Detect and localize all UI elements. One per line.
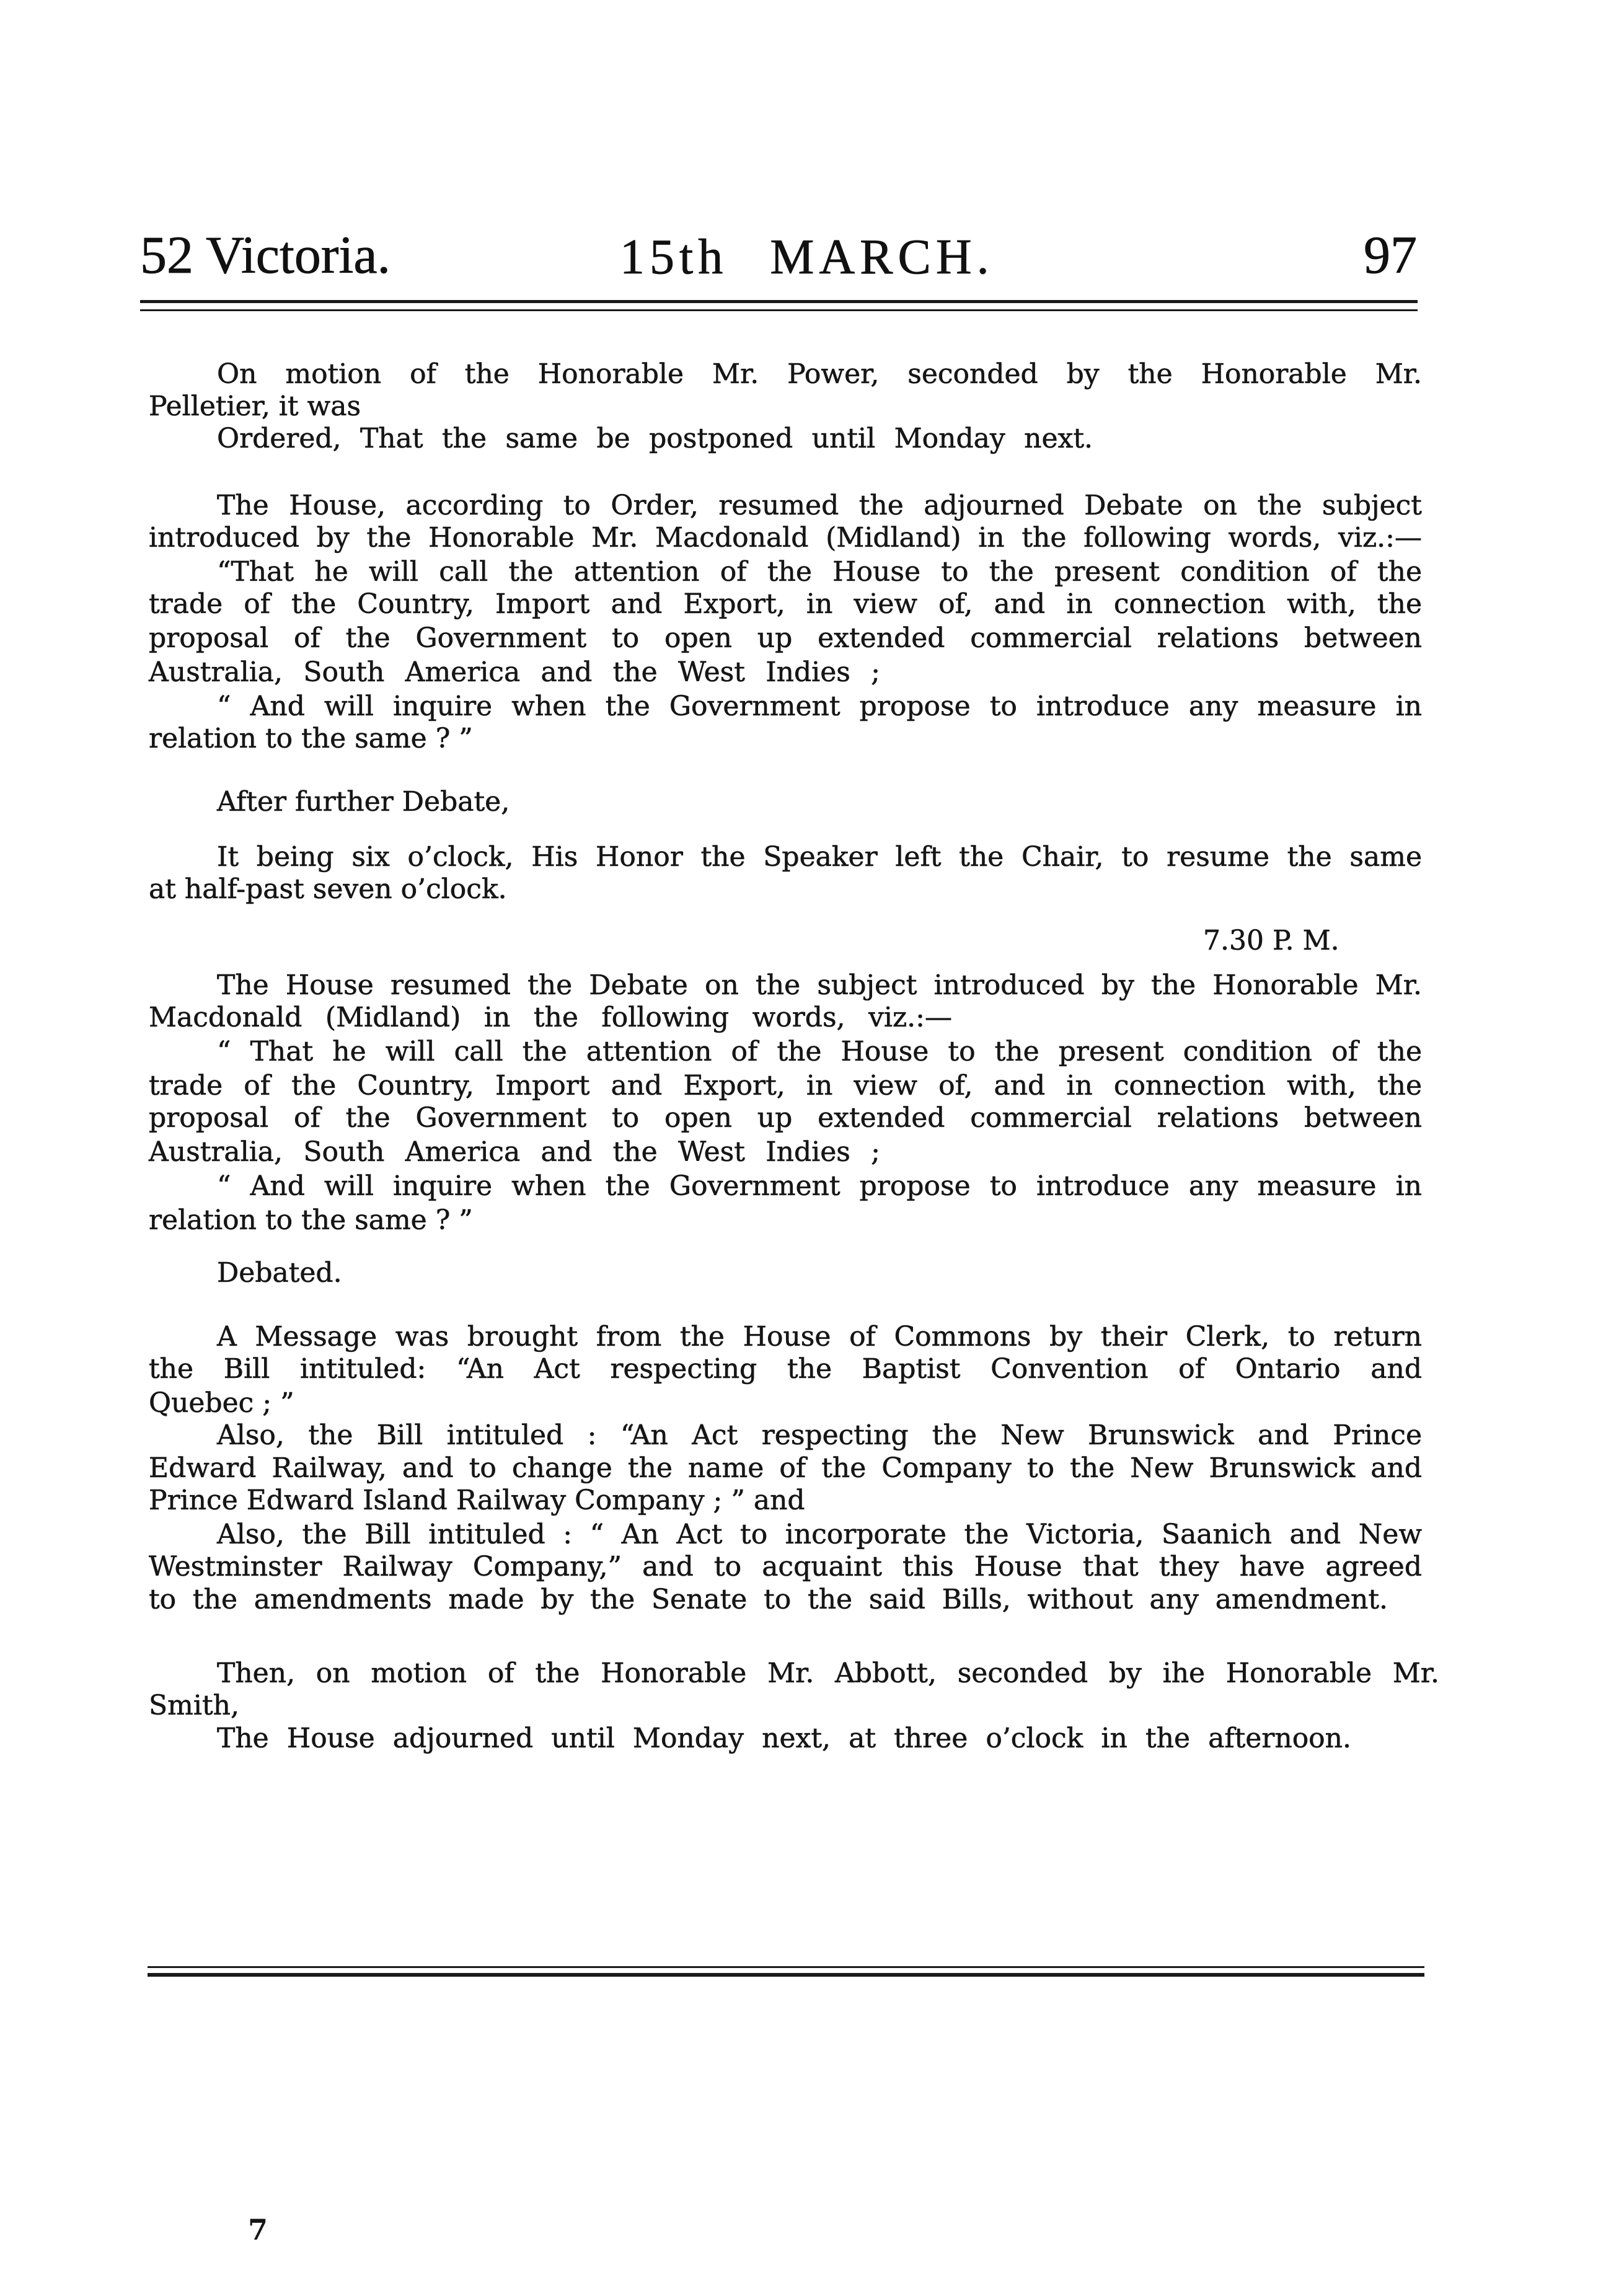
text-line: The House, according to Order, resumed the adjourned Debate on the subject: [217, 490, 1422, 521]
text-line: Prince Edward Island Railway Company ; ” and: [149, 1485, 805, 1516]
text-line: After further Debate,: [217, 786, 510, 818]
text-line: the Bill intituled: “An Act respecting the Baptist Convention of Ontario and: [149, 1353, 1422, 1385]
text-line: Pelletier, it was: [149, 391, 361, 422]
signature-mark: 7: [248, 2213, 268, 2246]
text-line: Then, on motion of the Honorable Mr. Abbott, seconded by ihe Honorable Mr.: [217, 1657, 1439, 1689]
page-number: 97: [1364, 225, 1417, 285]
text-line: The House resumed the Debate on the subject introduced by the Honorable Mr.: [217, 969, 1422, 1001]
text-line: Edward Railway, and to change the name of the Company to the New Brunswick and: [149, 1452, 1422, 1484]
text-line: On motion of the Honorable Mr. Power, seconded by the Honorable Mr.: [217, 358, 1422, 390]
text-line: Smith,: [149, 1690, 239, 1721]
text-line: relation to the same ? ”: [149, 723, 473, 754]
text-line: to the amendments made by the Senate to the said Bills, without any amendment.: [149, 1584, 1388, 1615]
text-line: trade of the Country, Import and Export, in view of, and in connection with, the: [149, 588, 1422, 620]
text-line: at half-past seven o’clock.: [149, 873, 507, 905]
text-line: Debated.: [217, 1257, 342, 1289]
text-line: “That he will call the attention of the House to the present condition of the: [217, 556, 1422, 588]
text-line: “ That he will call the attention of the House to the present condition of the: [217, 1036, 1422, 1067]
text-line: Quebec ; ”: [149, 1387, 294, 1419]
text-line: A Message was brought from the House of Commons by their Clerk, to return: [217, 1321, 1422, 1353]
text-line: proposal of the Government to open up extended commercial relations between: [149, 622, 1422, 654]
header-rule: [140, 300, 1418, 303]
footer-rule: [148, 1973, 1424, 1977]
text-line: Australia, South America and the West Indies ;: [149, 656, 880, 688]
text-line: relation to the same ? ”: [149, 1204, 473, 1236]
text-line: Ordered, That the same be postponed until Monday next.: [217, 423, 1093, 454]
header-session: 52 Victoria.: [140, 225, 391, 285]
text-line: introduced by the Honorable Mr. Macdonald (Midland) in the following words, viz.:—: [149, 522, 1422, 554]
header-rule: [140, 309, 1418, 311]
text-line: “ And will inquire when the Government propose to introduce any measure in: [217, 691, 1422, 722]
header-date: 15th MARCH.: [620, 230, 994, 285]
text-line: It being six o’clock, His Honor the Speaker left the Chair, to resume the same: [217, 841, 1422, 873]
text-line: Also, the Bill intituled : “An Act respecting the New Brunswick and Prince: [217, 1419, 1422, 1451]
text-line: “ And will inquire when the Government propose to introduce any measure in: [217, 1170, 1422, 1202]
text-line: proposal of the Government to open up extended commercial relations between: [149, 1102, 1422, 1134]
text-line: Also, the Bill intituled : “ An Act to incorporate the Victoria, Saanich and New: [217, 1519, 1422, 1550]
footer-rule: [148, 1966, 1424, 1968]
time-marker: 7.30 P. M.: [1203, 925, 1339, 956]
text-line: Westminster Railway Company,” and to acquaint this House that they have agreed: [149, 1551, 1422, 1582]
text-line: Macdonald (Midland) in the following words, viz.:—: [149, 1002, 952, 1033]
text-line: The House adjourned until Monday next, at three o’clock in the afternoon.: [217, 1723, 1351, 1754]
text-line: trade of the Country, Import and Export, in view of, and in connection with, the: [149, 1070, 1422, 1101]
text-line: Australia, South America and the West Indies ;: [149, 1136, 880, 1168]
